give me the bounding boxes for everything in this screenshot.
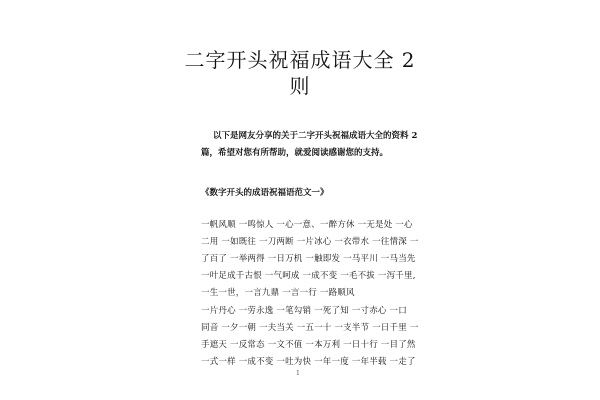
body-text-line: 一片丹心 一劳永逸 一笔勾销 一死了知 一寸赤心 一口 <box>201 306 407 316</box>
body-text-line: 手遮天 一反常态 一文不值 一本万利 一日十行 一目了然 <box>201 340 416 350</box>
body-text-line: 一叶足成千古恨 一气呵成 一成不变 一毛不拔 一泻千里, <box>201 271 416 281</box>
intro-paragraph-line: 篇，希望对您有所帮助，就爱阅读感谢您的支持。 <box>201 148 389 158</box>
page-number: 1 <box>296 370 300 377</box>
document-title: 二字开头祝福成语大全 2 <box>184 48 416 72</box>
section-heading: 《数字开头的成语祝福语范文一》 <box>201 188 329 198</box>
body-text-line: 了百了 一举两得 一日万机 一触即发 一马平川 一马当先 <box>201 254 416 264</box>
body-text-line: 一式一样 一成不变 一吐为快 一年一度 一年半载 一走了 <box>201 357 416 367</box>
document-title-continued: 则 <box>289 74 311 98</box>
body-text-line: 同音 一夕一朝 一夫当关 一五一十 一支半节 一日千里 一 <box>201 323 419 333</box>
body-text-line: 一生一世，一言九鼎 一言一行 一路顺风 <box>201 288 355 298</box>
body-text-line: 二用 一如既往 一刀两断 一片冰心 一衣带水 一往情深 一 <box>201 237 419 247</box>
intro-paragraph-line: 以下是网友分享的关于二字开头祝福成语大全的资料 2 <box>213 131 418 141</box>
body-text-line: 一帆风顺 一鸣惊人 一心一意、一醉方休 一无是处 一心 <box>201 220 413 230</box>
